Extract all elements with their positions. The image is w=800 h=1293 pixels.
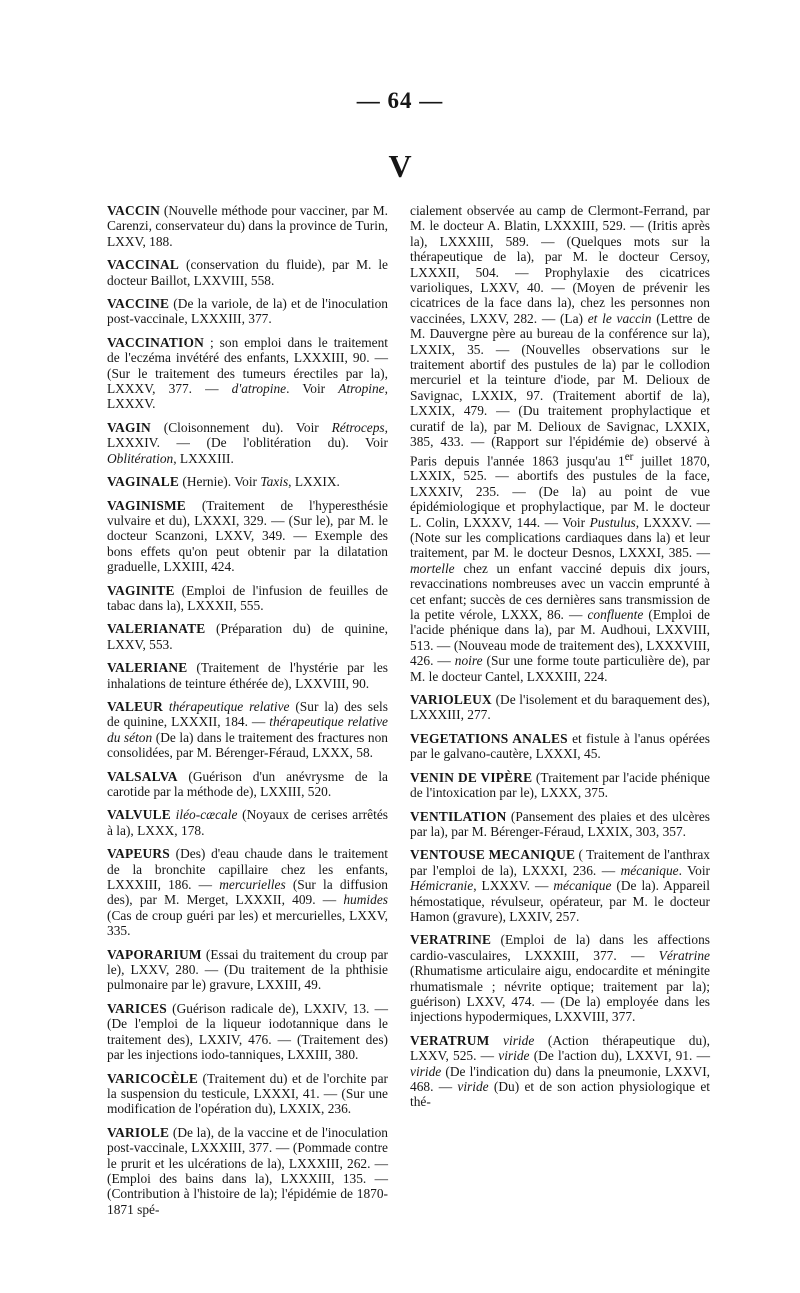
index-entry-text: ; son emploi dans le traitement de l'eczéma invétéré des enfants, LXXXIII, 90. — (Sur le traitement des tumeurs érectiles par la), LXXXV, 377. — d'atropine. Voir Atropine, LXXXV. [107, 334, 388, 412]
index-entry [107, 699, 388, 761]
index-headword: VERATRINE [410, 932, 492, 948]
index-entry [107, 583, 388, 614]
index-entry-text: (Emploi de la) dans les affections cardio-vasculaires, LXXXIII, 377. — Vératrine (Rhumatisme articulaire aigu, endocardite et méningite rhumatismale ; névrite optique; traitement par la); guérison) LXXV, 474. — (De la) employée dans les injections hypodermiques, LXXVIII, 377. [410, 932, 710, 1025]
index-headword: VALSALVA [107, 768, 178, 784]
index-entry-text: (Préparation du) de quinine, LXXV, 553. [107, 621, 388, 652]
index-headword: VALERIANE [107, 660, 188, 676]
index-entry-text: (Guérison radicale de), LXXIV, 13. — (De l'emploi de la liqueur iodotannique dans le traitement des), LXXIV, 476. — (Traitement des) par les injections iodo-tanniques, LXXIII, 380. [107, 1000, 388, 1063]
index-entry [107, 203, 388, 249]
index-headword: VALERIANATE [107, 621, 206, 637]
index-entry-text: ( Traitement de l'anthrax par l'emploi de la), LXXXI, 236. — mécanique. Voir Hémicranie, LXXXV. — mécanique (De la). Appareil hémostatique, révulseur, opérateur, par M. le docteur Hamon (gravure), LXXIV, 257. [410, 847, 710, 924]
index-entry [107, 296, 388, 327]
right-column [410, 203, 710, 1118]
index-entry-text: (Nouvelle méthode pour vacciner, par M. Carenzi, conservateur du) dans la province de Turin, LXXV, 188. [107, 203, 388, 249]
index-entry [107, 769, 388, 800]
index-entry [107, 474, 388, 489]
index-entry-text: (Cloisonnement du). Voir Rétroceps, LXXXIV. — (De l'oblitération du). Voir Oblitération, LXXXIII. [107, 419, 388, 466]
index-headword: VALVULE [107, 807, 171, 823]
index-entry-text: et fistule à l'anus opérées par le galvano-cautère, LXXXI, 45. [410, 730, 710, 762]
index-headword: VACCINE [107, 296, 170, 312]
index-entry-text: viride (Action thérapeutique du), LXXV, 525. — viride (De l'action du), LXXVI, 91. — viride (De l'indication du) dans la pneumonie, LXXVI, 468. — viride (Du) et de son action physiologique et thé- [410, 1032, 710, 1110]
index-entry [410, 809, 710, 840]
index-entry [107, 947, 388, 993]
index-headword: VAGIN [107, 419, 151, 435]
index-entry [410, 932, 710, 1024]
index-entry [107, 420, 388, 466]
index-entry-text: thérapeutique relative (Sur la) des sels de quinine, LXXXII, 184. — thérapeutique relative du séton (De la) dans le traitement des fractures non consolidées, par M. Bérenger-Féraud, LXXX, 58. [107, 698, 389, 761]
index-entry-text: (Traitement de l'hyperesthésie vulvaire et du), LXXXI, 329. — (Sur le), par M. le docteur Scanzoni, LXXV, 349. — Exemple des bons effets qu'on peut obtenir par la dilatation graduelle, LXXIII, 424. [107, 497, 388, 575]
index-headword: VACCIN [107, 203, 161, 218]
index-entry [107, 1125, 388, 1217]
index-headword: VACCINATION [107, 334, 204, 350]
index-entry [107, 621, 388, 652]
index-headword: VAGINALE [107, 474, 180, 490]
index-entry-text: (De la variole, de la) et de l'inoculation post-vaccinale, LXXXIII, 377. [107, 296, 388, 327]
left-column [107, 203, 388, 1225]
index-entry-text: (Hernie). Voir Taxis, LXXIX. [179, 474, 340, 490]
index-entry [410, 847, 710, 924]
index-entry-text: (Essai du traitement du croup par le), LXXV, 280. — (Du traitement de la phthisie pulmonaire par le) gravure, LXXIII, 49. [107, 946, 388, 993]
index-headword: VARIOLE [107, 1124, 170, 1140]
index-entry [410, 692, 710, 723]
index-entry-text: (De la), de la vaccine et de l'inoculation post-vaccinale, LXXXIII, 377. — (Pommade contre le prurit et les ulcérations de la), LXXXIII, 262. — (Emploi des bains dans la), LXXXIII, 135. — (Contribution à l'histoire de la); l'épidémie de 1870-1871 spé- [107, 1124, 388, 1217]
index-headword: VAGINISME [107, 497, 186, 513]
index-entry-text: (De l'isolement et du baraquement des), LXXXIII, 277. [410, 692, 710, 723]
index-entry-text: (Des) d'eau chaude dans le traitement de la bronchite capillaire chez les enfants, LXXXIII, 186. — mercurielles (Sur la diffusion des), par M. Merget, LXXXII, 409. — humides (Cas de croup guéri par les) et mercurielles, LXXV, 335. [107, 846, 388, 939]
index-entry [410, 770, 710, 801]
index-entry-text: (Guérison d'un anévrysme de la carotide par la méthode de), LXXIII, 520. [107, 768, 388, 799]
index-entry [107, 257, 388, 288]
index-headword: VEGETATIONS ANALES [410, 730, 568, 746]
index-entry-text: (Emploi de l'infusion de feuilles de tabac dans la), LXXXII, 555. [107, 582, 388, 613]
index-headword: VARIOLEUX [410, 692, 492, 708]
index-headword: VENIN DE VIPÈRE [410, 769, 533, 785]
index-entry [410, 1033, 710, 1110]
index-headword: VENTOUSE MECANIQUE [410, 847, 576, 863]
index-entry [107, 1071, 388, 1117]
index-headword: VERATRUM [410, 1032, 490, 1048]
page-number: — 64 — [356, 88, 444, 113]
entry-continuation: cialement observée au camp de Clermont-Ferrand, par M. le docteur A. Blatin, LXXXIII, 529. — (Iritis après la), LXXXIII, 589. — (Quelques mots sur la thérapeutique de la), par M. le docteur Cersoy, LXXXII, 504. — Prophylaxie des cicatrices varioliques, LXXV, 40. — (Moyen de prévenir les cicatrices de la face dans la), chez les personnes non vaccinées, LXXV, 282. — (La) et le vaccin (Lettre de M. Dauvergne père au bureau de la conférence sur la), LXXIX, 35. — (Nouvelles observations sur le traitement abortif des pustules de la) par le collodion mercuriel et la teinture d'iode, par M. Delioux de Savignac, LXXIX, 97. (Traitement abortif de la), LXXIX, 479. — (Du traitement prophylactique et curatif de la), par M. Delioux de Savignac, LXXIX, 385, 433. — (Rapport sur l'épidémie de) observé à Paris depuis l'année 1863 jusqu'au 1er juillet 1870, LXXIX, 525. — abortifs des pustules de la face, LXXXIV, 235. — (De la) au point de vue épidémiologique et prophylactique, par M. le docteur L. Colin, LXXXV, 144. — Voir Pustulus, LXXXV. — (Note sur les complications cardiaques dans la) et leur traitement, par M. le docteur Desnos, LXXXI, 385. — mortelle chez un enfant vacciné depuis dix jours, revaccinations nombreuses avec un vaccin emprunté à cet enfant; succès de ces dernières sans transmission de la petite vérole, LXXX, 86. — confluente (Emploi de l'acide phénique dans la), par M. Audhoui, LXXVIII, 513. — (Nouveau mode de traitement des), LXXXVIII, 426. — noire (Sur une forme toute particulière de), par M. le docteur Cantel, LXXXIII, 224. [410, 203, 710, 684]
index-entry-text: (conservation du fluide), par M. le docteur Baillot, LXXVIII, 558. [107, 257, 388, 288]
index-entry [410, 731, 710, 762]
index-headword: VAPORARIUM [107, 946, 202, 962]
index-entry [107, 498, 388, 575]
index-headword: VALEUR [107, 698, 164, 714]
index-entry-text: (Pansement des plaies et des ulcères par la), par M. Bérenger-Féraud, LXXIX, 303, 357. [410, 808, 710, 839]
index-entry-text: (Traitement de l'hystérie par les inhalations de teinture éthérée de), LXXVIII, 90. [107, 660, 388, 691]
index-headword: VARICOCÈLE [107, 1070, 199, 1086]
index-entry [107, 1001, 388, 1063]
index-entry [107, 807, 388, 838]
index-headword: VENTILATION [410, 808, 507, 824]
index-headword: VAGINITE [107, 582, 175, 598]
index-headword: VAPEURS [107, 846, 170, 862]
index-entry-text: (Traitement du) et de l'orchite par la suspension du testicule, LXXXI, 41. — (Sur une modification de l'opération du), LXXIX, 236. [107, 1070, 388, 1117]
index-headword: VACCINAL [107, 257, 180, 273]
section-letter: V [388, 148, 412, 184]
index-entry [107, 846, 388, 938]
index-headword: VARICES [107, 1000, 167, 1016]
index-entry [107, 660, 388, 691]
index-entry-text: (Traitement par l'acide phénique de l'intoxication par le), LXXX, 375. [410, 769, 710, 801]
index-entry [107, 335, 388, 412]
index-entry-text: iléo-cæcale (Noyaux de cerises arrêtés à la), LXXX, 178. [107, 807, 388, 838]
